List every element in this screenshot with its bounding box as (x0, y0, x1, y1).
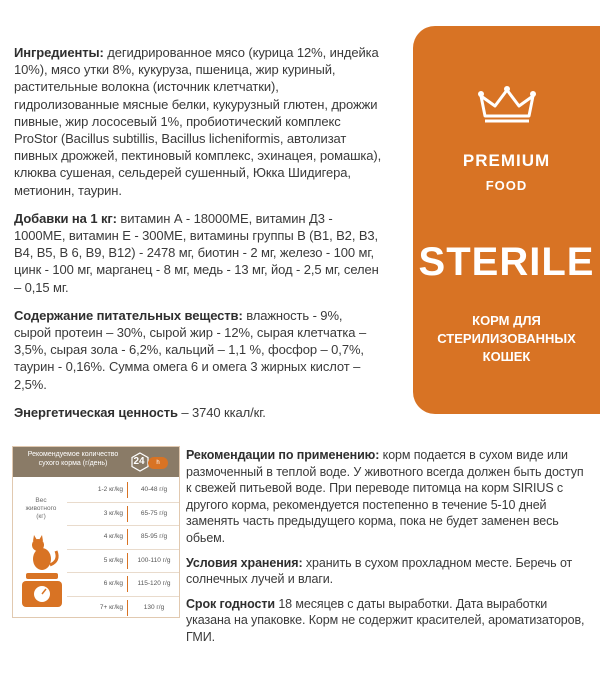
feeding-rows (67, 479, 179, 619)
weight-cell: 1-2 кг/kg (97, 486, 123, 493)
row-divider (127, 506, 128, 522)
grams-cell: 85-95 г/g (140, 533, 168, 540)
weight-label: Вес животного (кг) (25, 497, 57, 520)
table-row (67, 479, 179, 503)
weight-cell: 4 кг/kg (103, 533, 123, 540)
daily-icon (130, 452, 174, 472)
grams-cell: 40-48 г/g (140, 486, 168, 493)
storage-paragraph (186, 555, 590, 588)
weight-cell: 7+ кг/kg (99, 603, 123, 611)
grams-cell: 130 г/g (143, 603, 165, 611)
grams-cell: 65-75 г/g (140, 509, 168, 517)
additives-paragraph (14, 210, 382, 296)
additives-text: витамин А - 18000МЕ, витамин Д3 - 1000МЕ, витамин Е - 300МЕ, витамины группы В (В1, В2, В3, В4, В5, В 6, В9, В12) - 2478 мг, биотин - 2 мг, железо - 100 мг, цинк - 100 мг, марганец - 8 мг, медь - 13 мг, йод - 2,5 мг, селен – 0,15 мг. (14, 210, 379, 295)
nutrients-paragraph (14, 307, 382, 393)
storage-label: Условия хранения: (186, 555, 303, 570)
ingredients-label: Ингредиенты: (14, 45, 104, 60)
usage-label: Рекомендации по применению: (186, 448, 380, 462)
grams-cell: 100-110 г/g (137, 556, 171, 564)
subtitle-line: СТЕРИЛИЗОВАННЫХ (437, 331, 576, 346)
crown-icon (477, 86, 537, 124)
nutrients-label: Содержание питательных веществ: (14, 307, 243, 323)
row-divider (127, 553, 128, 569)
usage-block (186, 447, 590, 654)
table-row (67, 550, 179, 574)
food-label: FOOD (485, 178, 528, 193)
weight-cell: 6 кг/kg (103, 580, 123, 587)
row-divider (127, 576, 128, 592)
nutrients-text: влажность - 9%, сырой протеин – 30%, сырой жир - 12%, сырая клетчатка – 3,5%, сырая зола - 6,2%, кальций – 1,1 %, фосфор – 0,7%, таурин - 0,16%. Сумма омега 6 и омега 3 жирных кислот – 2,5%. (14, 307, 367, 392)
ingredients-text: дегидрированное мясо (курица 12%, индейка 10%), мясо утки 8%, кукуруза, пшеница, жир куриный, растительные волокна (источник клетчатки), гидролизованные мясные белки, кукурузный глютен, дрожжи пивные, жир лососевый 1%, пробиотический комплекс ProStor (Bacillus subtillis, Bacillus licheniformis, автолизат пивных дрожжей, пектиновый комплекс, эхинацея, ромашка), клюква сушеная, сельдерей сушенный, Юкка Шидигера, метионин, таурин. (14, 45, 382, 198)
premium-label: PREMIUM (462, 151, 551, 170)
energy-label: Энергетическая ценность (14, 404, 178, 420)
row-divider (127, 600, 128, 616)
product-subtitle (413, 312, 600, 366)
composition-block (14, 44, 382, 432)
subtitle-line: КОШЕК (482, 349, 531, 364)
hours-value: 24 (133, 456, 145, 467)
hours-unit: h (148, 457, 168, 469)
feeding-table (12, 446, 180, 618)
shelf-text: 18 месяцев с даты выработки. Дата выработки указана на упаковке. Корм не содержит красителей, ароматизаторов, ГМИ. (186, 596, 585, 644)
subtitle-line: КОРМ ДЛЯ (472, 313, 541, 328)
shelf-label: Срок годности (186, 596, 275, 611)
product-title: STERILE (418, 240, 595, 284)
feeding-table-title: Рекомендуемое количество сухого корма (г/день) (27, 451, 119, 467)
energy-text: – 3740 ккал/кг. (177, 404, 266, 420)
weight-cell: 3 кг/kg (103, 509, 123, 517)
grams-cell: 115-120 г/g (137, 580, 171, 587)
storage-text: хранить в сухом прохладном месте. Беречь от солнечных лучей и влаги. (186, 555, 573, 587)
additives-label: Добавки на 1 кг: (14, 210, 117, 226)
table-row (67, 573, 179, 597)
cat-on-scale-icon (16, 535, 66, 615)
table-row (67, 503, 179, 527)
product-badge-panel (413, 26, 600, 414)
energy-paragraph (14, 404, 382, 421)
table-row (67, 526, 179, 550)
usage-text: корм подается в сухом виде или размоченный в теплой воде. У животного всегда должен быть доступ к свежей питьевой воде. При переводе питомца на корм SIRIUS с другого корма, рекомендуется постепенно в течение 5-10 дней заменять часть предыдущего корма, пока не будет заменен весь обьем. (186, 448, 584, 545)
feeding-table-header (13, 447, 179, 477)
weight-cell: 5 кг/kg (103, 556, 123, 564)
table-row (67, 597, 179, 620)
row-divider (127, 482, 128, 498)
row-divider (127, 529, 128, 545)
usage-paragraph (186, 447, 590, 547)
shelf-paragraph (186, 596, 590, 646)
ingredients-paragraph (14, 44, 382, 199)
